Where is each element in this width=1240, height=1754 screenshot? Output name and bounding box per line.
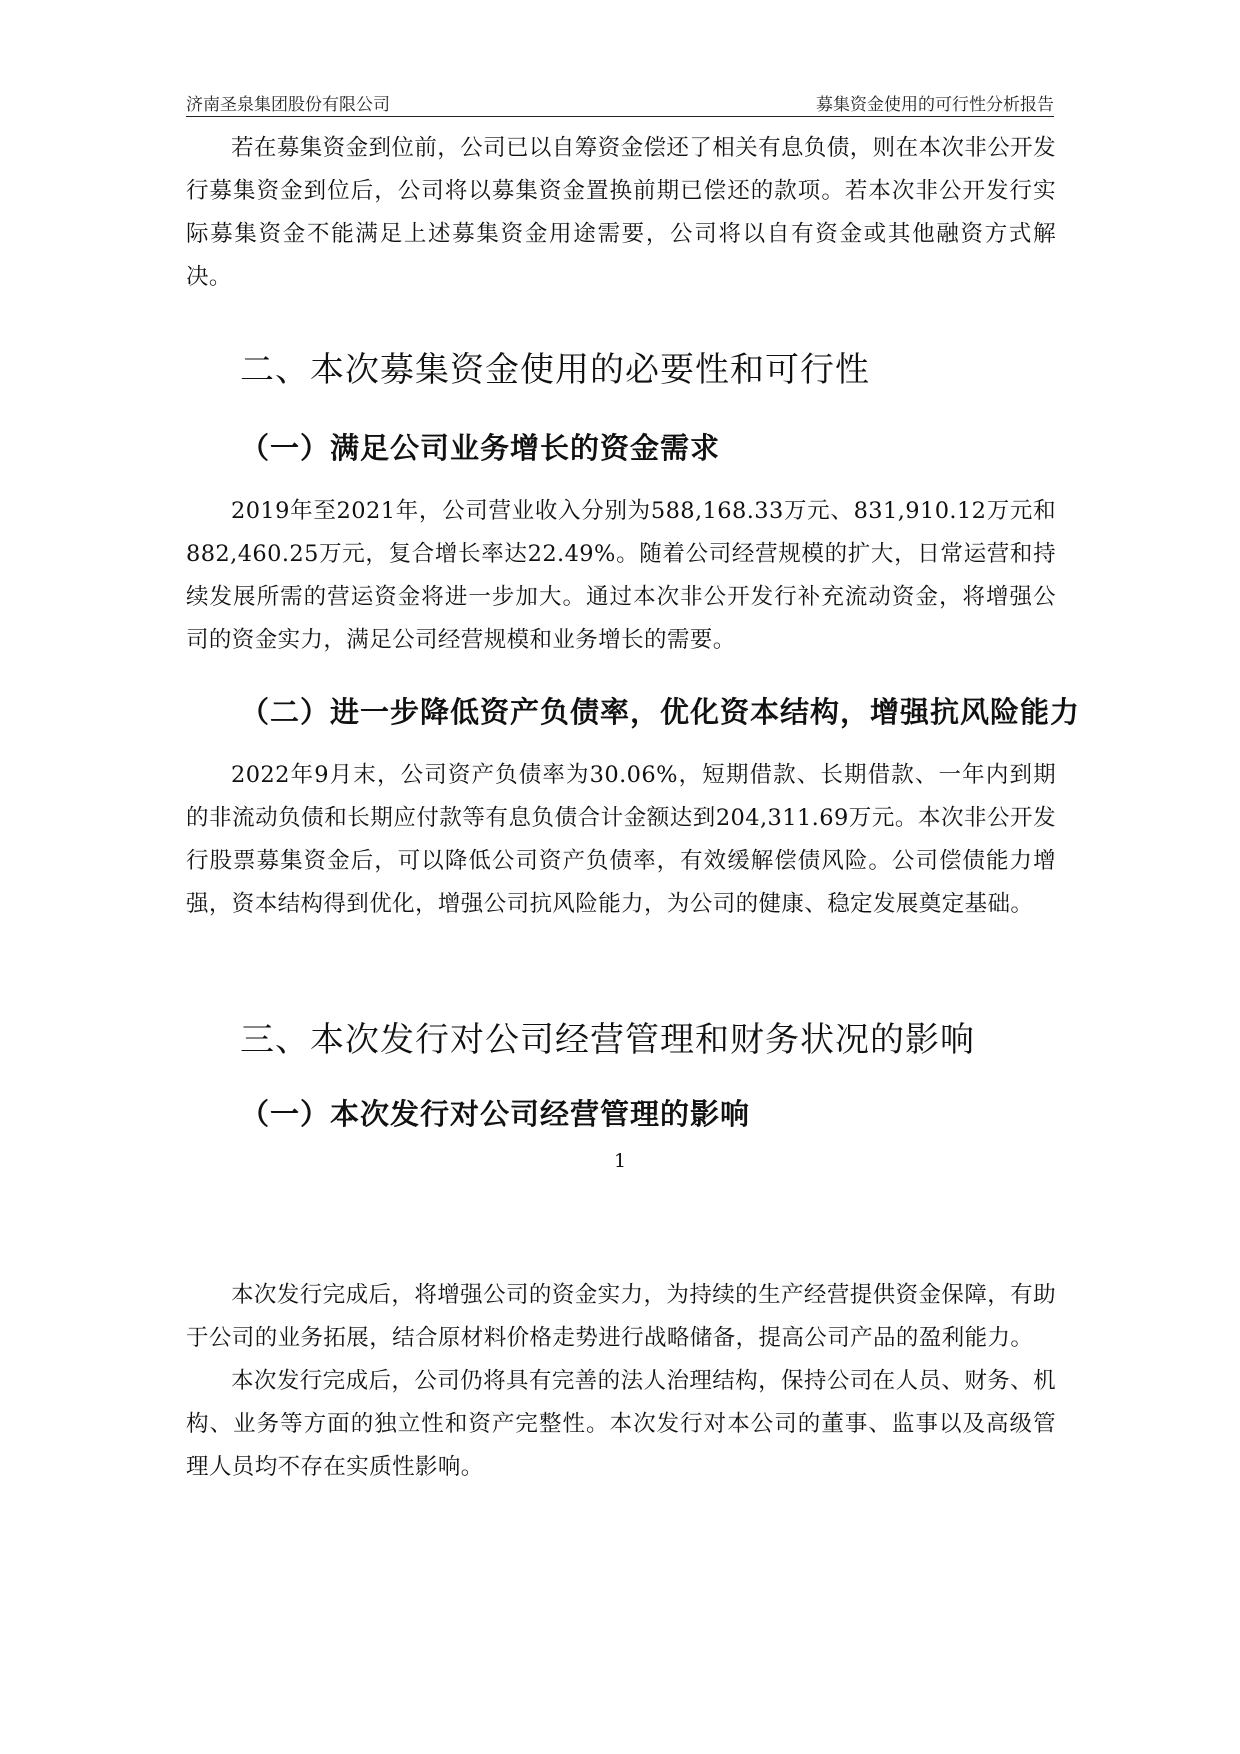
section-2-sub-1-block <box>186 490 1056 662</box>
page-number: 1 <box>613 1150 627 1172</box>
section-3-heading: 三、本次发行对公司经营管理和财务状况的影响 <box>240 1020 975 1060</box>
section-2-sub-2-paragraph: 2022年9月末，公司资产负债率为30.06%，短期借款、长期借款、一年内到期的非流动负债和长期应付款等有息负债合计金额达到204,311.69万元。本次非公开发行股票募集资金后，可以降低公司资产负债率，有效缓解偿债风险。公司偿债能力增强，资本结构得到优化，增强公司抗风险能力，为公司的健康、稳定发展奠定基础。 <box>186 762 1056 917</box>
section-2-heading: 二、本次募集资金使用的必要性和可行性 <box>240 350 870 390</box>
section-3-sub-1-heading: （一）本次发行对公司经营管理的影响 <box>240 1097 751 1131</box>
intro-paragraph-block <box>186 127 1056 299</box>
section-3-sub-1-paragraph-1: 本次发行完成后，将增强公司的资金实力，为持续的生产经营提供资金保障，有助于公司的业务拓展，结合原材料价格走势进行战略储备，提高公司产品的盈利能力。 <box>186 1282 1056 1351</box>
section-2-sub-2-heading: （二）进一步降低资产负债率，优化资本结构，增强抗风险能力 <box>240 695 1081 729</box>
header-company-name: 济南圣泉集团股份有限公司 <box>186 95 390 115</box>
section-2-sub-2-block <box>186 754 1056 926</box>
section-2-sub-1-heading: （一）满足公司业务增长的资金需求 <box>240 431 721 465</box>
section-3-sub-1-paragraph-2: 本次发行完成后，公司仍将具有完善的法人治理结构，保持公司在人员、财务、机构、业务等方面的独立性和资产完整性。本次发行对本公司的董事、监事以及高级管理人员均不存在实质性影响。 <box>186 1368 1056 1480</box>
header-report-title: 募集资金使用的可行性分析报告 <box>816 95 1054 115</box>
section-2-sub-1-paragraph: 2019年至2021年，公司营业收入分别为588,168.33万元、831,910.12万元和882,460.25万元，复合增长率达22.49%。随着公司经营规模的扩大，日常运营和持续发展所需的营运资金将进一步加大。通过本次非公开发行补充流动资金，将增强公司的资金实力，满足公司经营规模和业务增长的需要。 <box>186 498 1056 653</box>
intro-paragraph: 若在募集资金到位前，公司已以自筹资金偿还了相关有息负债，则在本次非公开发行募集资金到位后，公司将以募集资金置换前期已偿还的款项。若本次非公开发行实际募集资金不能满足上述募集资金用途需要，公司将以自有资金或其他融资方式解决。 <box>186 135 1056 290</box>
page-header <box>186 90 1054 117</box>
section-3-sub-1-block <box>186 1274 1056 1489</box>
